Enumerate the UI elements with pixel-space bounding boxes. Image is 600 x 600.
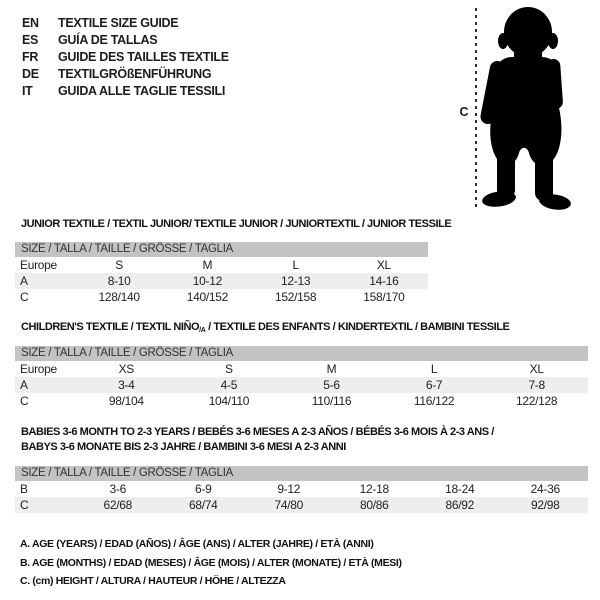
table-body: [15, 257, 428, 305]
row-label: A: [20, 378, 28, 392]
language-row: [22, 65, 229, 82]
language-title: GUIDA ALLE TAGLIE TESSILI: [58, 83, 226, 98]
table-cell: M: [326, 362, 337, 376]
table-row: [15, 289, 428, 305]
table-cell: 4-5: [220, 378, 238, 392]
junior-table-title: [21, 217, 451, 232]
table-cell: L: [292, 258, 299, 272]
table-cell: L: [430, 362, 438, 376]
table-cell: S: [225, 362, 233, 376]
row-label: C: [20, 290, 29, 304]
row-label: B: [20, 482, 28, 496]
row-label: Europe: [20, 258, 57, 272]
table-cell: 80/86: [359, 498, 389, 512]
table-cell: 62/68: [103, 498, 133, 512]
table-cell: XL: [376, 258, 391, 272]
language-title: TEXTILE SIZE GUIDE: [58, 15, 179, 30]
language-row: [22, 82, 229, 99]
table-row: [15, 497, 588, 513]
table-cell: 8-10: [107, 274, 131, 288]
babies-size-table: [15, 466, 588, 513]
table-cell: 68/74: [188, 498, 218, 512]
language-code: EN: [22, 15, 39, 30]
table-cell: 152/158: [274, 290, 317, 304]
table-cell: 3-6: [109, 482, 126, 496]
language-code: FR: [22, 49, 39, 64]
height-measure-label: C: [459, 105, 469, 119]
row-label: C: [20, 394, 29, 408]
table-cell: 74/80: [274, 498, 304, 512]
language-title: TEXTILGRÖßENFÜHRUNG: [58, 66, 212, 81]
table-cell: 6-9: [195, 482, 212, 496]
language-code: DE: [22, 66, 39, 81]
note-height-cm: C. (cm) HEIGHT / ALTURA / HAUTEUR / HÖHE / ALTEZZA: [20, 575, 286, 587]
figure-area: [450, 0, 600, 215]
table-cell: 128/140: [98, 290, 140, 304]
table-cell: 3-4: [118, 378, 135, 392]
babies-table-title: [21, 425, 494, 455]
table-row: [15, 393, 588, 409]
language-row: [22, 48, 229, 65]
table-cell: XS: [118, 362, 134, 376]
table-cell: 122/128: [516, 394, 558, 408]
row-label: C: [20, 498, 29, 512]
junior-size-table: [15, 242, 428, 305]
table-title-line: CHILDREN'S TEXTILE / TEXTIL $NIÑO_{/A}$ / TEXTILE DES ENFANTS / KINDERTEXTIL / BAMBINI TESSILE: [21, 321, 510, 334]
table-row: [15, 361, 588, 377]
table-cell: S: [115, 258, 123, 272]
table-cell: 12-13: [281, 274, 311, 288]
table-cell: 116/122: [413, 394, 455, 408]
table-cell: 5-6: [323, 378, 340, 392]
language-title: GUÍA DE TALLAS: [58, 32, 158, 47]
size-header-bar: SIZE / TALLA / TAILLE / GRÖSSE / TAGLIA: [15, 466, 588, 481]
table-cell: 86/92: [445, 498, 475, 512]
table-cell: 9-12: [277, 482, 301, 496]
language-code: IT: [22, 83, 33, 98]
row-label: A: [20, 274, 28, 288]
table-row: [15, 481, 588, 497]
table-cell: 7-8: [528, 378, 545, 392]
note-age-months: B. AGE (MONTHS) / EDAD (MESES) / ÂGE (MOIS) / ALTER (MONATE) / ETÀ (MESI): [20, 556, 402, 569]
language-title: GUIDE DES TAILLES TEXTILE: [58, 49, 229, 64]
legend-notes: [20, 535, 402, 591]
table-row: [15, 273, 428, 289]
table-cell: 10-12: [192, 274, 222, 288]
language-row: [22, 14, 229, 31]
language-list: [22, 14, 229, 99]
children-size-table: [15, 346, 588, 409]
table-cell: 18-24: [445, 482, 475, 496]
language-code: ES: [22, 32, 39, 47]
toddler-silhouette-icon: [458, 3, 578, 211]
table-cell: 140/152: [186, 290, 229, 304]
table-title-line: BABIES 3-6 MONTH TO 2-3 YEARS / BEBÉS 3-6 MESES A 2-3 AÑOS / BÉBÉS 3-6 MOIS À 2-3 ANS /: [21, 426, 494, 438]
language-row: [22, 31, 229, 48]
size-header-bar: SIZE / TALLA / TAILLE / GRÖSSE / TAGLIA: [15, 242, 428, 257]
table-cell: M: [202, 258, 213, 272]
table-cell: 6-7: [425, 378, 443, 392]
table-title-line: BABYS 3-6 MONATE BIS 2-3 JAHRE / BAMBINI 3-6 MESI A 2-3 ANNI: [21, 441, 346, 453]
size-header-bar: SIZE / TALLA / TAILLE / GRÖSSE / TAGLIA: [15, 346, 588, 361]
table-title-line: JUNIOR TEXTILE / TEXTIL JUNIOR/ TEXTILE JUNIOR / JUNIORTEXTIL / JUNIOR TESSILE: [21, 218, 452, 230]
table-cell: 158/170: [363, 290, 405, 304]
table-body: [15, 481, 588, 513]
table-cell: 98/104: [108, 394, 144, 408]
table-cell: 110/116: [311, 394, 352, 408]
table-cell: 92/98: [530, 498, 560, 512]
table-row: [15, 257, 428, 273]
table-cell: 14-16: [369, 274, 399, 288]
row-label: Europe: [20, 362, 57, 376]
children-table-title: [21, 320, 509, 338]
table-cell: 12-18: [359, 482, 389, 496]
table-cell: 24-36: [530, 482, 560, 496]
table-cell: XL: [529, 362, 544, 376]
note-age-years: A. AGE (YEARS) / EDAD (AÑOS) / ÂGE (ANS) / ALTER (JAHRE) / ETÀ (ANNI): [20, 538, 374, 550]
table-body: [15, 361, 588, 409]
table-cell: 104/110: [208, 394, 250, 408]
table-row: [15, 377, 588, 393]
